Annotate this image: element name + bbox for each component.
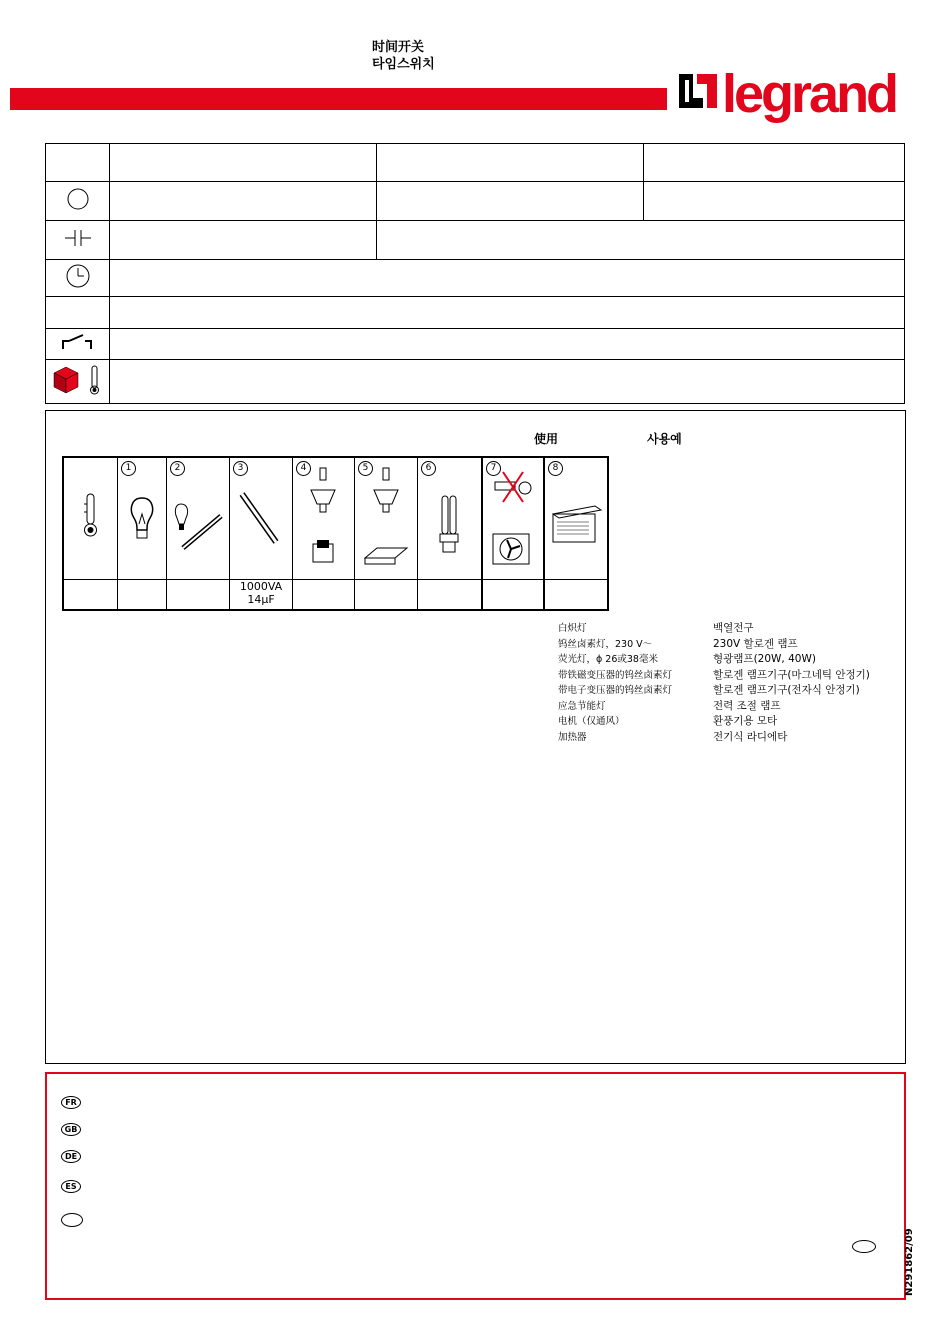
capacitor-icon bbox=[63, 226, 93, 250]
legend-ko-item: 할로겐 램프기구(마그네틱 안정기) bbox=[713, 668, 870, 681]
number-7: 7 bbox=[486, 461, 501, 476]
legend-ko-item: 전력 조절 램프 bbox=[713, 699, 781, 712]
number-1: 1 bbox=[121, 461, 136, 476]
legend-zh-item: 钨丝卤素灯，230 V～ bbox=[558, 638, 653, 650]
storage-temperature-icon bbox=[52, 363, 104, 397]
contact-switch-icon bbox=[61, 333, 95, 351]
language-flag-de: DE bbox=[61, 1150, 81, 1163]
number-2: 2 bbox=[170, 461, 185, 476]
legend-ko bbox=[713, 621, 870, 745]
legend-ko-item: 할로겐 램프기구(전자식 안정기) bbox=[713, 684, 860, 696]
language-flag-es: ES bbox=[61, 1180, 81, 1193]
usage-heading-ko: 사용예 bbox=[647, 432, 682, 446]
legend-ko-item: 형광램프(20W, 40W) bbox=[713, 653, 816, 665]
number-3: 3 bbox=[233, 461, 248, 476]
temperature-col bbox=[63, 457, 118, 580]
legend-zh-item: 荧光灯，ϕ 26或38毫米 bbox=[558, 654, 658, 665]
legend-ko-item: 환풍기용 모타 bbox=[713, 715, 778, 727]
brand-name: legrand bbox=[722, 64, 897, 124]
load-table bbox=[62, 456, 609, 611]
capacity-va: 1000VA bbox=[239, 580, 283, 593]
document-code: N291862/09 bbox=[904, 1228, 915, 1296]
spec-table bbox=[45, 143, 905, 404]
legend-zh-item: 电机（仅通风） bbox=[558, 716, 625, 727]
logo-mark-icon bbox=[677, 70, 719, 116]
circle-icon bbox=[66, 187, 90, 211]
legrand-logo bbox=[677, 64, 897, 128]
language-flag-blank bbox=[61, 1213, 83, 1227]
language-flag-gb: GB bbox=[61, 1123, 81, 1136]
number-6: 6 bbox=[421, 461, 436, 476]
legend-ko-item: 230V 할로겐 램프 bbox=[713, 637, 798, 650]
title-zh: 时间开关 bbox=[372, 40, 425, 55]
legend-zh-item: 加热器 bbox=[558, 731, 587, 743]
language-section bbox=[45, 1072, 906, 1300]
legend-zh bbox=[558, 621, 672, 745]
header-red-bar bbox=[10, 88, 667, 110]
language-flag-blank-right bbox=[852, 1240, 876, 1253]
number-5: 5 bbox=[358, 461, 373, 476]
usage-heading-zh: 使用 bbox=[534, 432, 559, 446]
title-ko: 타임스위치 bbox=[372, 57, 435, 72]
capacity-uf: 14µF bbox=[247, 593, 275, 606]
legend-zh-item: 带铁磁变压器的钨丝卤素灯 bbox=[558, 669, 673, 681]
legend-ko-item: 전기식 라디에타 bbox=[713, 730, 788, 743]
legend-zh-item: 带电子变压器的钨丝卤素灯 bbox=[558, 685, 673, 696]
number-4: 4 bbox=[296, 461, 311, 476]
legend-zh-item: 应急节能灯 bbox=[558, 700, 606, 712]
legend-ko-item: 백열전구 bbox=[713, 622, 754, 634]
thermometer-icon bbox=[64, 458, 117, 575]
clock-icon bbox=[65, 263, 91, 289]
legend-zh-item: 白炽灯 bbox=[558, 623, 587, 634]
number-8: 8 bbox=[548, 461, 563, 476]
language-flag-fr: FR bbox=[61, 1096, 81, 1109]
